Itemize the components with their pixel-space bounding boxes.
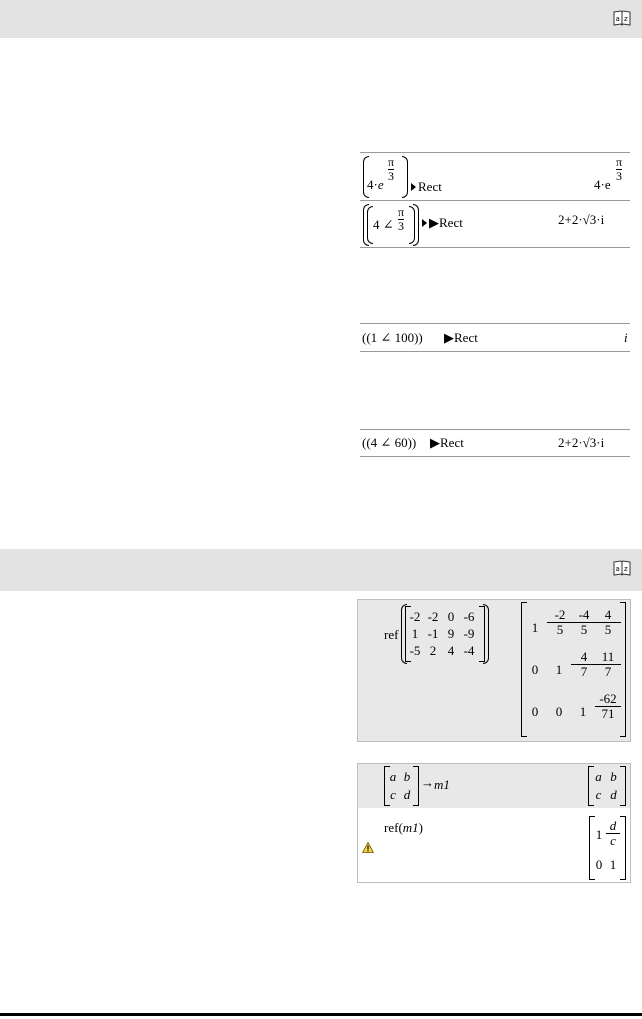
matrix-cell: b (610, 769, 617, 784)
entry-divider (360, 247, 630, 248)
svg-text:a: a (615, 15, 620, 23)
expression-4e: 4·e (367, 177, 384, 192)
matrix-cell: -4 5 (571, 608, 597, 636)
svg-text:z: z (624, 565, 628, 573)
svg-text:a: a (615, 565, 620, 573)
paren-right (413, 204, 419, 246)
matrix-cell: -4 (463, 643, 475, 658)
dictionary-book-icon (612, 8, 632, 28)
matrix-cell: 0 (595, 857, 603, 872)
matrix-cell: 9 (447, 626, 455, 641)
result-exponent: $\frac{\pi}{3}$ (616, 155, 623, 183)
matrix-cell: 0 (531, 662, 539, 677)
paren-right (483, 604, 489, 664)
polar-expression: ((4 ∠ 60)) (362, 435, 417, 450)
matrix-cell: b (403, 769, 411, 784)
rect-operator: ▶Rect (429, 215, 463, 230)
matrix-cell: d (403, 787, 411, 802)
matrix-cell: c (595, 787, 602, 802)
ref-function: ref (384, 627, 399, 642)
entry-divider (360, 351, 630, 352)
entry-divider (360, 429, 630, 430)
header-band-ref (0, 549, 642, 591)
header-band-top (0, 0, 642, 38)
matrix-cell: -2 (427, 609, 439, 624)
result-bracket-right (620, 816, 626, 880)
rect-operator: ▶Rect (430, 435, 464, 450)
convert-arrow (411, 183, 416, 191)
matrix-cell: -5 (409, 643, 421, 658)
dictionary-book-icon (612, 558, 632, 578)
warning-triangle-icon (362, 842, 374, 853)
matrix-cell: 2 (429, 643, 437, 658)
matrix-cell: d c (606, 819, 620, 847)
result-i: i (624, 330, 628, 345)
matrix-cell: 1 (579, 704, 587, 719)
page-bottom-rule (0, 1013, 642, 1016)
paren-right (402, 156, 408, 198)
matrix-cell: 1 (555, 662, 563, 677)
entry-divider (360, 323, 630, 324)
matrix-cell: 1 (531, 620, 539, 635)
entry-divider (360, 152, 630, 153)
matrix-cell: 1 (595, 827, 603, 842)
entry-divider (360, 456, 630, 457)
matrix-cell: -2 (409, 609, 421, 624)
matrix-cell: 1 (411, 626, 419, 641)
matrix-cell: a (389, 769, 397, 784)
store-arrow: → (421, 775, 434, 790)
result-complex: 2+2·√3·i (558, 212, 605, 227)
polar-expression: ((1 ∠ 100)) (362, 330, 423, 345)
matrix-cell: 0 (447, 609, 455, 624)
matrix-cell: 0 (531, 704, 539, 719)
matrix-cell: 4 5 (595, 608, 621, 636)
store-target: m1 (434, 777, 450, 792)
matrix-cell: c (390, 787, 396, 802)
result-complex: 2+2·√3·i (558, 435, 605, 450)
matrix-cell: -6 (463, 609, 475, 624)
result-4e: 4·e (594, 177, 611, 192)
matrix-cell: 11 7 (595, 650, 621, 678)
polar-angle-fraction: $\frac{\pi}{3}$ (398, 205, 405, 233)
matrix-cell: 0 (555, 704, 563, 719)
matrix-cell: -62 71 (595, 692, 621, 720)
convert-arrow (422, 219, 427, 227)
polar-expression: 4 ∠ (373, 217, 394, 232)
exponent-fraction: $\frac{\pi}{3}$ (388, 155, 395, 183)
matrix-cell: 4 (447, 643, 455, 658)
rect-operator: ▶Rect (444, 330, 478, 345)
matrix-cell: -1 (427, 626, 439, 641)
rect-operator: Rect (418, 179, 442, 194)
matrix-cell: d (610, 787, 617, 802)
matrix-cell: 1 (609, 857, 617, 872)
svg-text:z: z (624, 15, 628, 23)
matrix-cell: a (595, 769, 602, 784)
entry-divider (360, 200, 630, 201)
matrix-cell: -2 5 (547, 608, 573, 636)
matrix-cell: 4 7 (571, 650, 597, 678)
ref-function: ref(m1) (384, 820, 424, 835)
matrix-cell: -9 (463, 626, 475, 641)
